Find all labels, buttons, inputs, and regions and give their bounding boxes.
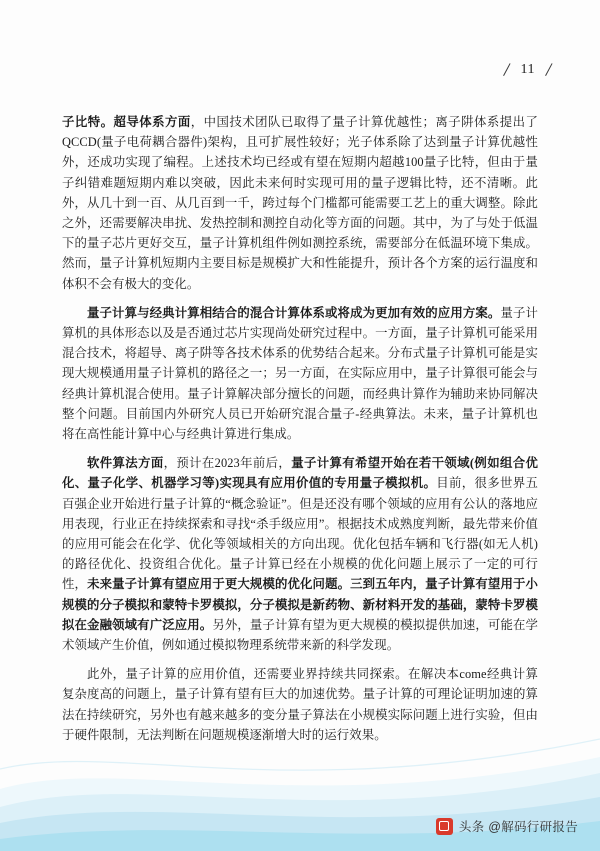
brand-name: 头条 @解码行研报告 bbox=[458, 820, 578, 834]
page-number: 11 bbox=[520, 62, 535, 77]
toutiao-logo-icon bbox=[436, 818, 453, 835]
paragraph-2 bbox=[62, 303, 538, 444]
body-text: 此外，量子计算的应用价值，还需要业界持续共同探索。在解决本come经典计算复杂度高的问题上，量子计算有望有巨大的加速优势。量子计算的可理论证明加速的算法在持续研究，另外也有越来越多的变分量子算法在小规模实际问题上进行实验，但由于硬件限制，无法判断在问题规模逐渐增大时的运行效果。 bbox=[62, 667, 538, 742]
page-header bbox=[500, 62, 556, 78]
footer-brand bbox=[436, 817, 578, 835]
body-text: 目前，很多世界五百强企业开始进行量子计算的“概念验证”。但是还没有哪个领域的应用有公认的落地应用表现，行业正在持续探索和寻找“杀手级应用”。根据技术成熟度判断，最先带来价值的应用可能会在化学、优化等领域相关的方向出现。优化包括车辆和飞行器(如无人机)的路径优化、投资组合优化。量子计算已经在小规模的优化问题上展示了一定的可行性， bbox=[62, 476, 538, 592]
body-text: ，中国技术团队已取得了量子计算优越性；离子阱体系提出了QCCD(量子电荷耦合器件)架构，且可扩展性较好；光子体系除了达到量子计算优越性外，还成功实现了编程。上述技术均已经或有望在短期内超越100量子比特，但由于量子纠错难题短期内难以突破，因此未来何时实现可用的量子逻辑比特，还不清晰。此外，从几十到一百、从几百到一千，跨过每个门槛都可能需要工艺上的重大调整。除此之外，还需要解决串扰、发热控制和测控自动化等方面的问题。其中，为了与处于低温下的量子芯片更好交互，量子计算机组件例如测控系统，需要部分在低温环境下集成。然而，量子计算机短期内主要目标是规模扩大和性能提升，预计各个方案的运行温度和体积不会有极大的变化。 bbox=[62, 115, 539, 291]
emphasis-text: 未来量子计算有望应用于更大规模的优化问题。三到五年内，量子计算有望用于小规模的分子模拟和蒙特卡罗模拟，分子模拟是新药物、新材料开发的基础，蒙特卡罗模拟在金融领域有广泛应用。 bbox=[62, 577, 538, 632]
body-text: ，预计在2023年前后， bbox=[163, 456, 292, 471]
emphasis-text: 量子计算与经典计算相结合的混合计算体系或将成为更加有效的应用方案。 bbox=[87, 305, 501, 320]
emphasis-text: 软件算法方面 bbox=[87, 456, 164, 471]
slash-left-icon bbox=[503, 63, 511, 76]
emphasis-text: 子比特。超导体系方面 bbox=[62, 115, 191, 129]
paragraph-3 bbox=[62, 453, 538, 655]
body-text: 另外，量子计算有望为更大规模的模拟提供加速，可能在学术领域产生价值，例如通过模拟物理系统带来新的科学发现。 bbox=[62, 617, 538, 653]
document-body bbox=[62, 112, 538, 745]
paragraph-1 bbox=[62, 112, 538, 294]
emphasis-text: 量子计算有希望开始在若干领域(例如组合优化、量子化学、机器学习等)实现具有应用价值的专用量子模拟机。 bbox=[62, 456, 538, 491]
slash-right-icon bbox=[545, 63, 553, 76]
body-text: 量子计算机的具体形态以及是否通过芯片实现尚处研究过程中。一方面，量子计算机可能采用混合技术，将超导、离子阱等各技术体系的优势结合起来。分布式量子计算机可能是实现大规模通用量子计算机的路径之一；另一方面，在实际应用中，量子计算很可能会与经典计算机混合使用。量子计算解决部分擅长的问题，而经典计算作为辅助来协同解决整个问题。目前国内外研究人员已开始研究混合量子-经典算法。未来，量子计算机也将在高性能计算中心与经典计算进行集成。 bbox=[62, 305, 538, 442]
